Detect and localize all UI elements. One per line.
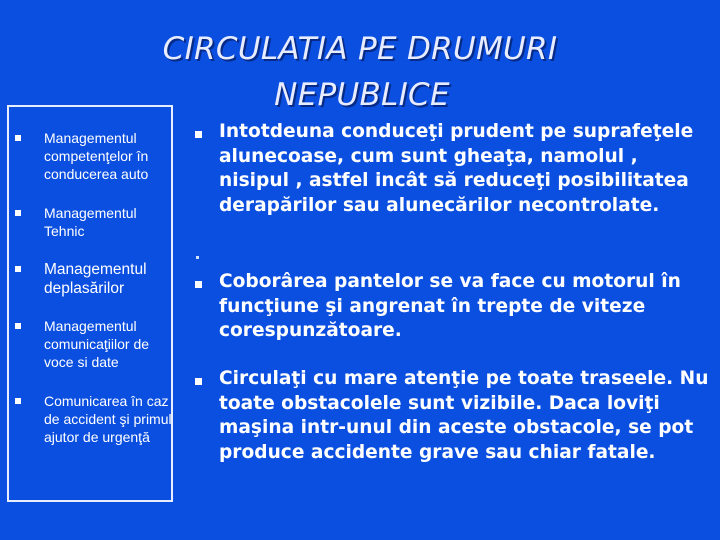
left-item-text: Managementul competenţelor în conducerea auto <box>44 130 149 182</box>
left-item-text: Managementul Tehnic <box>44 205 137 239</box>
square-bullet-icon <box>195 131 202 138</box>
slide-title-line-1: CIRCULATIA PE DRUMURI <box>162 31 558 67</box>
square-bullet-icon <box>15 266 21 272</box>
left-item-text: Managementul comunicaţiilor de voce si date <box>44 318 150 370</box>
right-item-text: Intotdeuna conduceţi prudent pe suprafeţele alunecoase, cum sunt gheaţa, namolul , nisipul , astfel incât să reduceţi posibilitatea derapărilor sau alunecărilor necontrolate. <box>219 121 694 216</box>
right-item-text: Circulaţi cu mare atenţie pe toate traseele. Nu toate obstacolele sunt vizibile. Daca loviţi maşina intr-unul din aceste obstacole, se pot produce accidente grave sau chiar fatale. <box>219 368 709 463</box>
slide-title-line-2: NEPUBLICE <box>274 77 450 113</box>
small-bullet-icon <box>196 256 199 259</box>
right-item-text: Coborârea pantelor se va face cu motorul în funcţiune şi angrenat în trepte de viteze corespunzătoare. <box>219 271 681 341</box>
left-item-text: Managementul deplasărilor <box>44 261 147 297</box>
left-topics-panel <box>7 105 173 502</box>
square-bullet-icon <box>15 210 21 216</box>
square-bullet-icon <box>15 398 21 404</box>
square-bullet-icon <box>195 378 202 385</box>
square-bullet-icon <box>195 281 202 288</box>
square-bullet-icon <box>15 323 21 329</box>
left-item-text: Comunicarea în caz de accident şi primul ajutor de urgenţă <box>44 393 172 445</box>
square-bullet-icon <box>15 135 21 141</box>
